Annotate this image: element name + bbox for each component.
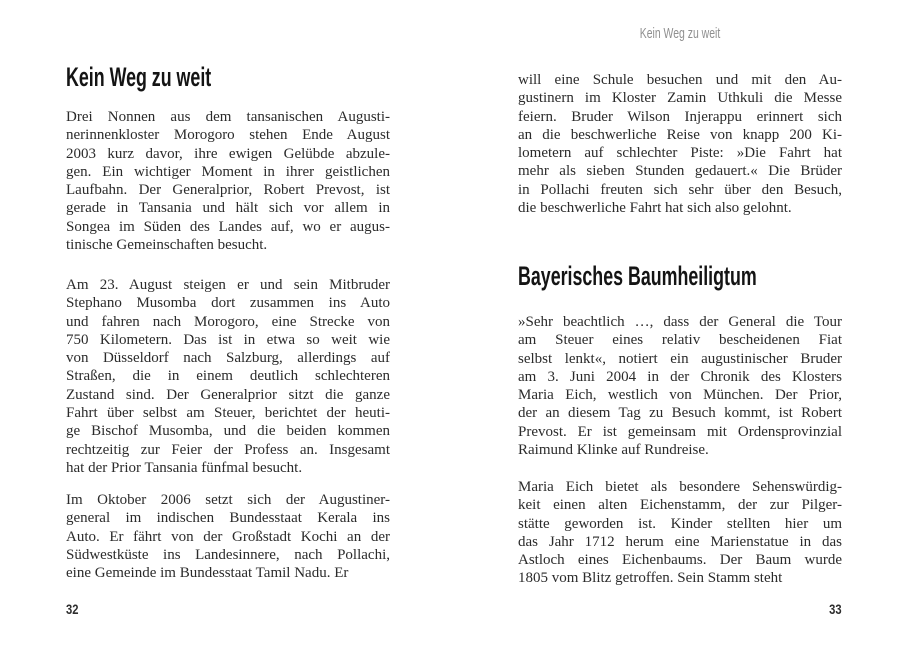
paragraph (66, 276, 390, 477)
page-number-right: 33 (829, 601, 842, 617)
text-line: will eine Schule besuchen und mit den Au- (518, 72, 842, 88)
text-line: »Sehr beachtlich …, dass der General die Tour (518, 314, 842, 330)
text-line: der an diesem Tag zu Besuch kommt, ist Robert (518, 405, 842, 422)
text-line: gen. Ein wichtiger Moment in ihrer geistlichen (66, 163, 390, 180)
text-line: mehr als sieben Stunden gedauert.« Die Brüder (518, 163, 842, 180)
text-line: Straßen, die in einem deutlich schlechteren (66, 368, 390, 385)
text-line: ge Bischof Musomba, und die beiden kommen (66, 423, 390, 440)
text-line: in Pollachi freuten sich sehr über den Besuch, (518, 181, 842, 198)
text-line: lometern auf schlechter Piste: »Die Fahrt hat (518, 145, 842, 162)
text-line: 2003 kurz davor, ihre ewigen Gelübde abzule- (66, 145, 390, 162)
text-line: Songea im Süden des Landes auf, wo er augus- (66, 218, 390, 235)
text-line: Laufbahn. Der Generalprior, Robert Prevost, ist (66, 182, 390, 199)
text-line: nerinnenkloster Morogoro stehen Ende August (66, 127, 390, 144)
text-line: am Steuer eines relativ bescheidenen Fiat (518, 332, 842, 349)
text-line: feiern. Bruder Wilson Injerappu erinnert sich (518, 108, 842, 125)
text-line: Südwestküste ins Landesinnere, nach Pollachi, (66, 546, 390, 563)
text-line: keit einen alten Eichenstamm, der zur Pilger- (518, 497, 842, 514)
text-line: stätte geworden ist. Kinder stellten hier um (518, 515, 842, 532)
text-line: und fahren nach Morogoro, eine Strecke von (66, 313, 390, 330)
text-line: Prevost. Er ist gemeinsam mit Ordensprovinzial (518, 423, 842, 440)
text-line: am 3. Juni 2004 in der Chronik des Klosters (518, 368, 842, 385)
text-line: Fahrt über selbst am Steuer, berichtet der heuti- (66, 405, 390, 422)
page-number-left: 32 (66, 601, 79, 617)
text-line: an die beschwerliche Reise von knapp 200 Ki- (518, 126, 842, 143)
running-head: Kein Weg zu weit (639, 26, 721, 42)
paragraph (518, 313, 842, 459)
text-line: Astloch eines Eichenbaums. Der Baum wurde (518, 552, 842, 569)
paragraph (518, 71, 842, 217)
right-page (518, 0, 842, 648)
text-line: selbst lenkt«, notiert ein augustinischer Bruder (518, 350, 842, 367)
text-line: Maria Eich bietet als besondere Sehenswürdig- (518, 479, 842, 495)
text-line: Maria Eich, westlich von München. Der Prior, (518, 387, 842, 404)
text-line: hat der Prior Tansania fünfmal besucht. (66, 459, 303, 476)
text-line: rechtzeitig zur Feier der Profess an. Insgesamt (66, 441, 390, 458)
chapter-heading: Bayerisches Baumheiligtum (518, 261, 757, 291)
text-line: das Jahr 1712 herum eine Marienstatue in das (518, 533, 842, 550)
text-line: 750 Kilometern. Das ist in etwa so weit wie (66, 331, 390, 348)
paragraph (66, 491, 390, 582)
text-line: die beschwerliche Fahrt hat sich also gelohnt. (518, 200, 792, 217)
left-page (66, 0, 390, 648)
paragraph (518, 478, 842, 588)
text-line: 1805 vom Blitz getroffen. Sein Stamm steht (518, 570, 783, 587)
text-line: general im indischen Bundesstaat Kerala ins (66, 510, 390, 527)
paragraph (66, 108, 390, 254)
text-line: Zustand sind. Der Generalprior sitzt die ganze (66, 386, 390, 403)
chapter-heading: Kein Weg zu weit (66, 62, 212, 92)
text-line: gerade in Tansania und hält sich vor allem in (66, 200, 390, 217)
text-line: eine Gemeinde im Bundesstaat Tamil Nadu. Er (66, 565, 349, 582)
text-line: von Düsseldorf nach Salzburg, allerdings auf (66, 350, 390, 367)
text-line: Im Oktober 2006 setzt sich der Augustiner- (66, 492, 390, 508)
text-line: Auto. Er fährt von der Großstadt Kochi an der (66, 528, 390, 545)
text-line: Stephano Musomba dort zusammen ins Auto (66, 295, 390, 312)
text-line: Drei Nonnen aus dem tansanischen Augusti- (66, 109, 390, 125)
text-line: tinische Gemeinschaften besucht. (66, 237, 268, 254)
text-line: gustinern im Kloster Zamin Uthkuli die Messe (518, 90, 842, 107)
text-line: Raimund Klinke auf Rundreise. (518, 442, 709, 459)
text-line: Am 23. August steigen er und sein Mitbruder (66, 277, 390, 293)
